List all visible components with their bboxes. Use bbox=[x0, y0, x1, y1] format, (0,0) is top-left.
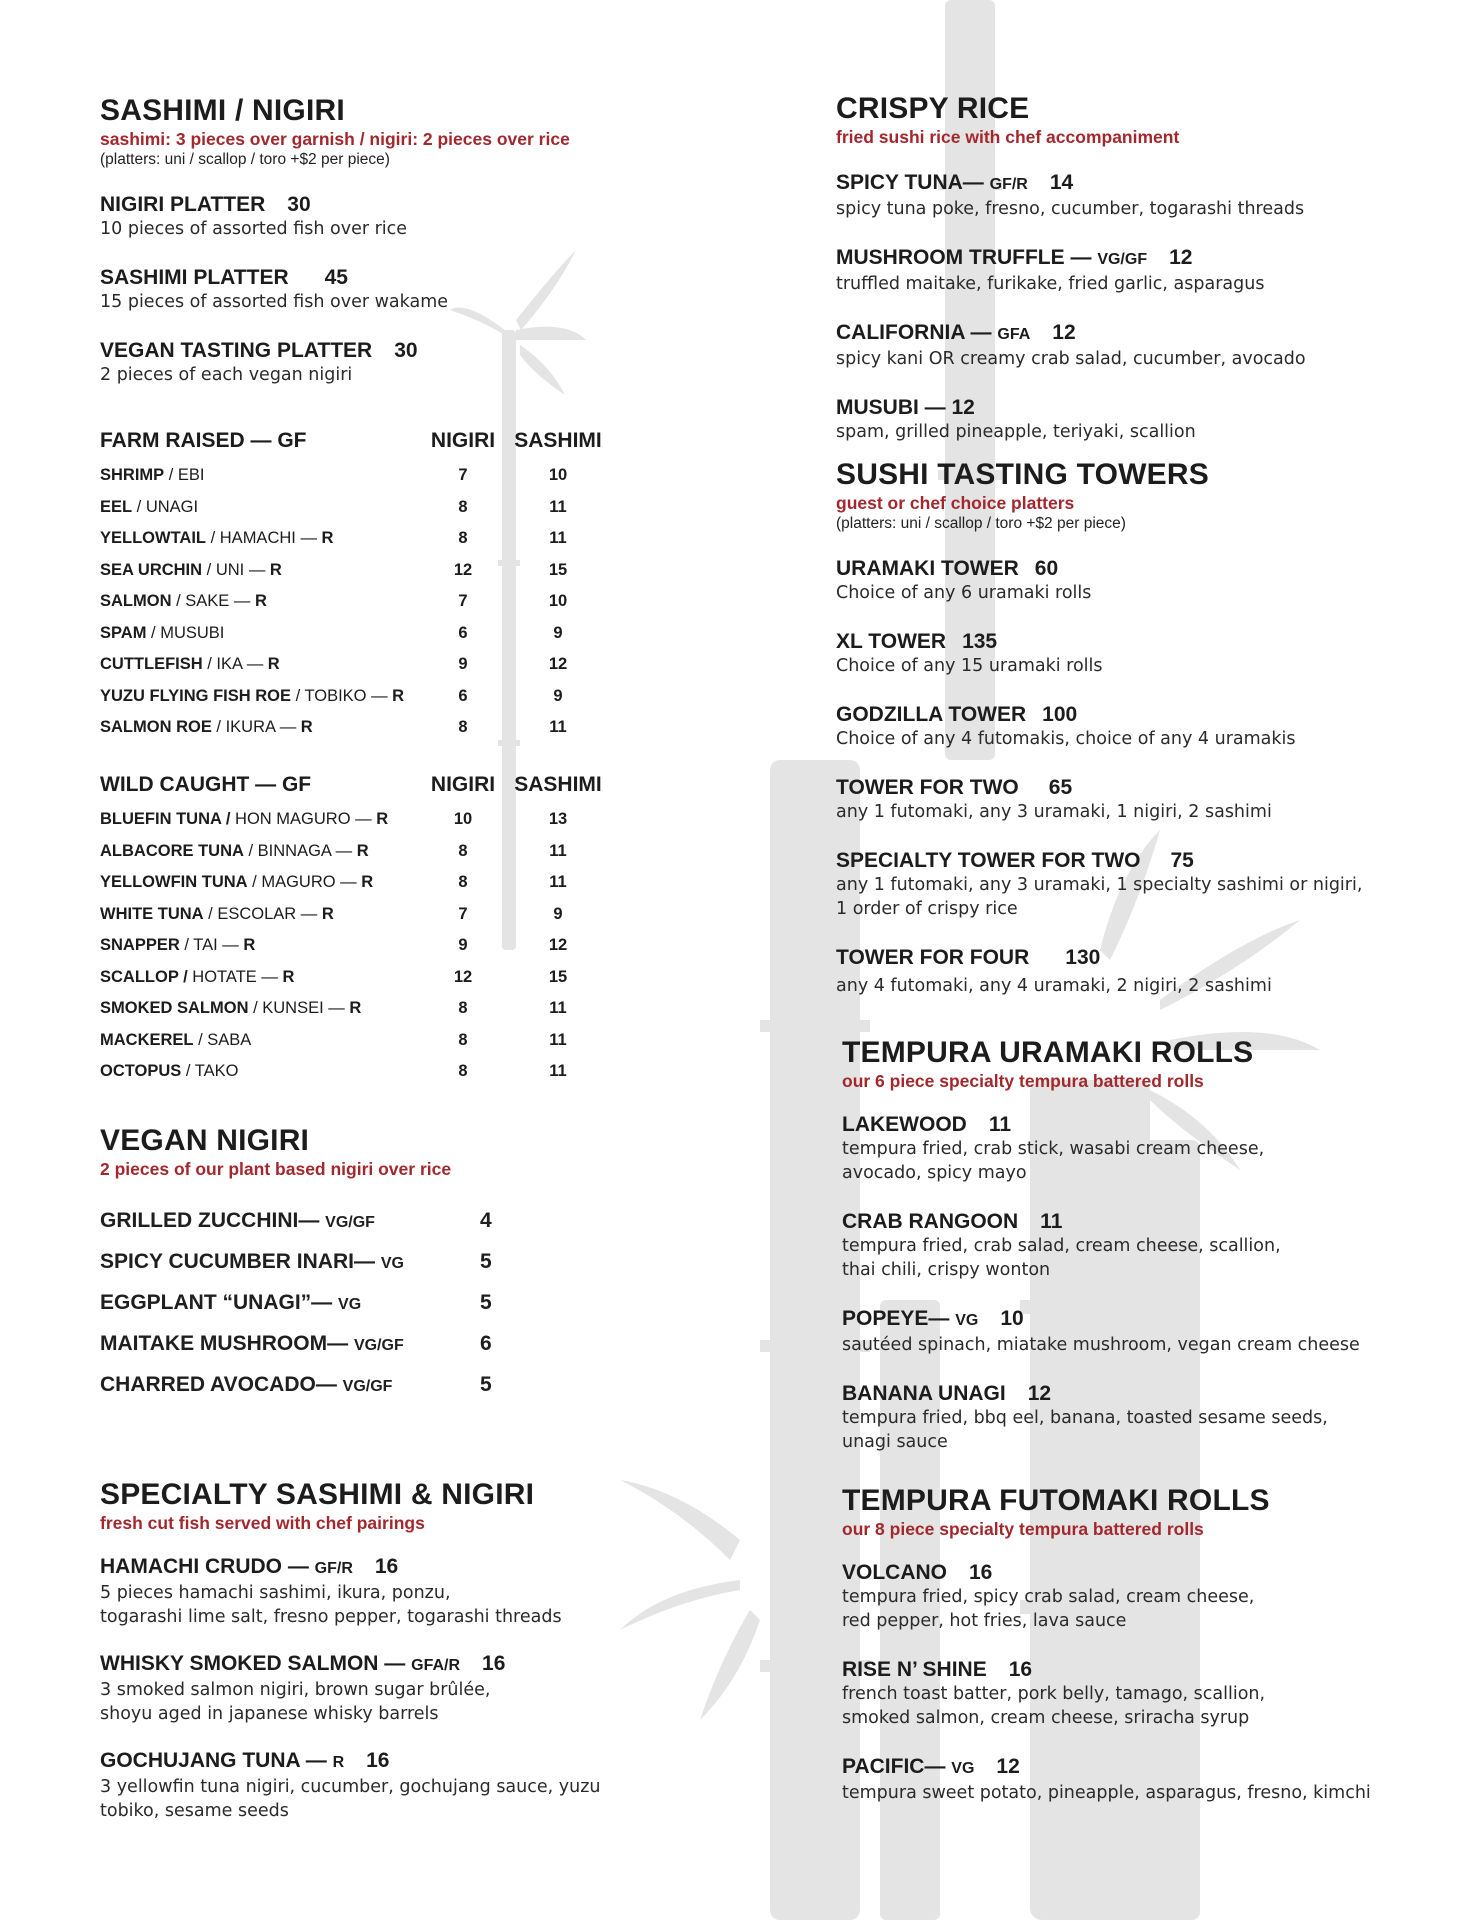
table-row bbox=[100, 930, 608, 962]
dietary-tag: VG bbox=[955, 1312, 979, 1329]
japanese-name: HON MAGURO — bbox=[230, 810, 372, 829]
sashimi-price: 15 bbox=[548, 967, 568, 986]
item-price: 16 bbox=[482, 1652, 506, 1675]
item-price: 16 bbox=[1008, 1658, 1033, 1681]
menu-item bbox=[836, 848, 1436, 921]
item-price: 30 bbox=[394, 339, 418, 362]
column-header-nigiri: NIGIRI bbox=[430, 773, 496, 796]
sashimi-price: 15 bbox=[548, 560, 568, 579]
nigiri-price: 8 bbox=[458, 1062, 468, 1081]
farm-raised-table bbox=[100, 422, 608, 744]
raw-tag: R bbox=[356, 873, 374, 892]
table-row bbox=[100, 962, 608, 994]
section-crispy-rice bbox=[836, 92, 1436, 444]
item-price: 5 bbox=[480, 1249, 492, 1273]
item-description: red pepper, hot fries, lava sauce bbox=[842, 1611, 1127, 1631]
item-name: POPEYE— bbox=[842, 1307, 956, 1330]
item-description: 10 pieces of assorted fish over rice bbox=[100, 219, 408, 239]
table-title: WILD CAUGHT — GF bbox=[100, 773, 312, 796]
nigiri-price: 8 bbox=[458, 1030, 468, 1049]
nigiri-price: 10 bbox=[453, 810, 473, 829]
table-row bbox=[100, 460, 608, 492]
menu-item bbox=[842, 1381, 1442, 1454]
item-price: 12 bbox=[951, 396, 975, 419]
fish-name: YUZU FLYING FISH ROE bbox=[100, 686, 291, 705]
menu-item bbox=[100, 338, 660, 387]
section-towers bbox=[836, 458, 1436, 998]
item-description: tempura fried, crab salad, cream cheese, scallion, bbox=[842, 1236, 1281, 1256]
sashimi-price: 9 bbox=[553, 686, 563, 705]
section-subtitle: 2 pieces of our plant based nigiri over rice bbox=[100, 1159, 452, 1179]
table-row bbox=[100, 523, 608, 555]
japanese-name: / TAKO bbox=[181, 1062, 239, 1081]
menu-item bbox=[100, 1554, 660, 1629]
dietary-tag: VG bbox=[338, 1295, 362, 1313]
nigiri-price: 6 bbox=[458, 623, 468, 642]
table-row bbox=[100, 804, 608, 836]
menu-item bbox=[836, 170, 1436, 221]
wild-caught-table bbox=[100, 766, 608, 1088]
column-header-sashimi: SASHIMI bbox=[514, 429, 602, 452]
item-description: Choice of any 6 uramaki rolls bbox=[836, 583, 1092, 603]
item-name: CALIFORNIA — bbox=[836, 321, 998, 344]
section-title: TEMPURA URAMAKI ROLLS bbox=[842, 1036, 1254, 1069]
item-description: tempura fried, spicy crab salad, cream cheese, bbox=[842, 1587, 1255, 1607]
item-description: any 1 futomaki, any 3 uramaki, 1 specialty sashimi or nigiri, bbox=[836, 875, 1363, 895]
raw-tag: R bbox=[238, 936, 256, 955]
japanese-name: / EBI bbox=[164, 466, 205, 485]
table-row bbox=[100, 899, 608, 931]
section-note: (platters: uni / scallop / toro +$2 per piece) bbox=[836, 515, 1126, 532]
sashimi-price: 11 bbox=[549, 1030, 567, 1049]
section-subtitle: our 8 piece specialty tempura battered rolls bbox=[842, 1519, 1204, 1539]
vegan-item bbox=[100, 1323, 660, 1364]
item-price: 16 bbox=[374, 1555, 399, 1578]
section-title: CRISPY RICE bbox=[836, 92, 1030, 125]
item-description: any 4 futomaki, any 4 uramaki, 2 nigiri, 2 sashimi bbox=[836, 976, 1272, 996]
dietary-tag: GF/R bbox=[989, 176, 1028, 193]
raw-tag: R bbox=[263, 655, 280, 674]
subtitle-text-nigiri: 2 pieces over rice bbox=[418, 129, 570, 149]
dietary-tag: VG/GF bbox=[325, 1213, 375, 1231]
sashimi-price: 11 bbox=[549, 873, 567, 892]
section-note: (platters: uni / scallop / toro +$2 per piece) bbox=[100, 151, 390, 168]
item-name: RISE N’ SHINE bbox=[842, 1658, 987, 1681]
column-header-sashimi: SASHIMI bbox=[514, 773, 602, 796]
menu-item bbox=[100, 1651, 660, 1726]
dietary-tag: VG/GF bbox=[1097, 251, 1148, 268]
item-name: CHARRED AVOCADO— bbox=[100, 1372, 343, 1396]
raw-tag: R bbox=[371, 810, 389, 829]
menu-item bbox=[842, 1560, 1442, 1633]
menu-item bbox=[842, 1657, 1442, 1730]
raw-tag: R bbox=[317, 904, 334, 923]
nigiri-price: 8 bbox=[458, 718, 468, 737]
section-title: SASHIMI / NIGIRI bbox=[100, 94, 345, 127]
menu-item bbox=[842, 1209, 1442, 1282]
vegan-item bbox=[100, 1241, 660, 1282]
item-description: spicy tuna poke, fresno, cucumber, togarashi threads bbox=[836, 199, 1305, 219]
fish-name: SPAM bbox=[100, 623, 147, 642]
fish-name: SALMON ROE bbox=[100, 718, 212, 737]
item-price: 11 bbox=[1040, 1210, 1063, 1233]
fish-name: YELLOWTAIL bbox=[100, 529, 207, 548]
section-subtitle: fresh cut fish served with chef pairings bbox=[100, 1513, 425, 1533]
item-description: 1 order of crispy rice bbox=[836, 899, 1018, 919]
item-name: GRILLED ZUCCHINI— bbox=[100, 1208, 326, 1232]
item-price: 5 bbox=[480, 1372, 492, 1396]
item-description: any 1 futomaki, any 3 uramaki, 1 nigiri, 2 sashimi bbox=[836, 802, 1272, 822]
nigiri-price: 9 bbox=[458, 936, 468, 955]
section-title: SUSHI TASTING TOWERS bbox=[836, 458, 1209, 491]
japanese-name: / UNI — bbox=[202, 560, 266, 579]
japanese-name: / SAKE — bbox=[171, 592, 251, 611]
item-name: LAKEWOOD bbox=[842, 1113, 967, 1136]
raw-tag: R bbox=[265, 560, 282, 579]
table-row bbox=[100, 867, 608, 899]
nigiri-price: 8 bbox=[458, 873, 468, 892]
sashimi-price: 10 bbox=[548, 466, 568, 485]
nigiri-price: 12 bbox=[453, 967, 473, 986]
item-price: 5 bbox=[480, 1290, 492, 1314]
raw-tag: R bbox=[250, 592, 267, 611]
table-title: FARM RAISED — GF bbox=[100, 429, 307, 452]
item-description: avocado, spicy mayo bbox=[842, 1163, 1027, 1183]
sashimi-price: 11 bbox=[549, 497, 567, 516]
item-price: 135 bbox=[962, 630, 998, 653]
fish-name: OCTOPUS bbox=[100, 1062, 182, 1081]
item-price: 4 bbox=[480, 1208, 492, 1232]
item-name: TOWER FOR TWO bbox=[836, 776, 1019, 799]
menu-item bbox=[836, 395, 1436, 444]
raw-tag: R bbox=[344, 999, 362, 1018]
menu-item bbox=[836, 775, 1436, 824]
item-description: spicy kani OR creamy crab salad, cucumber, avocado bbox=[836, 349, 1306, 369]
item-name: MUSUBI — bbox=[836, 396, 952, 419]
fish-name: WHITE TUNA bbox=[100, 904, 204, 923]
item-description: 3 yellowfin tuna nigiri, cucumber, gochujang sauce, yuzu bbox=[100, 1777, 601, 1797]
sashimi-price: 11 bbox=[549, 999, 567, 1018]
fish-name: SEA URCHIN bbox=[100, 560, 203, 579]
japanese-name: / TOBIKO — bbox=[291, 686, 388, 705]
item-price: 10 bbox=[1000, 1307, 1024, 1330]
fish-name: BLUEFIN TUNA / bbox=[100, 810, 231, 829]
item-description: togarashi lime salt, fresno pepper, togarashi threads bbox=[100, 1607, 562, 1627]
raw-tag: R bbox=[296, 718, 313, 737]
menu-item bbox=[836, 702, 1436, 751]
column-header-nigiri: NIGIRI bbox=[430, 429, 496, 452]
nigiri-price: 8 bbox=[458, 497, 468, 516]
menu-item bbox=[100, 192, 660, 241]
japanese-name: / ESCOLAR — bbox=[203, 904, 318, 923]
item-name: HAMACHI CRUDO — bbox=[100, 1555, 315, 1578]
item-name: SPICY TUNA— bbox=[836, 171, 990, 194]
section-subtitle: guest or chef choice platters bbox=[836, 493, 1075, 513]
fish-name: SCALLOP / bbox=[100, 967, 188, 986]
item-description: thai chili, crispy wonton bbox=[842, 1260, 1051, 1280]
section-tempura-futomaki bbox=[842, 1484, 1442, 1805]
item-name: XL TOWER bbox=[836, 630, 947, 653]
item-name: WHISKY SMOKED SALMON — bbox=[100, 1652, 412, 1675]
item-price: 130 bbox=[1065, 946, 1101, 969]
section-specialty bbox=[100, 1478, 660, 1823]
raw-tag: R bbox=[352, 841, 369, 860]
menu-item bbox=[836, 945, 1436, 998]
dietary-tag: VG/GF bbox=[342, 1377, 393, 1395]
subtitle-label-nigiri: nigiri: bbox=[369, 129, 419, 149]
menu-item bbox=[836, 556, 1436, 605]
item-name: URAMAKI TOWER bbox=[836, 557, 1019, 580]
item-description: tobiko, sesame seeds bbox=[100, 1801, 289, 1821]
fish-name: SALMON bbox=[100, 592, 172, 611]
dietary-tag: VG bbox=[951, 1760, 975, 1777]
item-price: 14 bbox=[1049, 171, 1074, 194]
dietary-tag: VG/GF bbox=[353, 1336, 404, 1354]
item-price: 12 bbox=[1169, 246, 1193, 269]
item-name: SPECIALTY TOWER FOR TWO bbox=[836, 849, 1141, 872]
nigiri-price: 8 bbox=[458, 841, 468, 860]
menu-item bbox=[836, 320, 1436, 371]
table-row bbox=[100, 649, 608, 681]
item-price: 6 bbox=[480, 1331, 492, 1355]
section-title: TEMPURA FUTOMAKI ROLLS bbox=[842, 1484, 1270, 1517]
sashimi-price: 9 bbox=[553, 904, 563, 923]
section-subtitle: our 6 piece specialty tempura battered rolls bbox=[842, 1071, 1204, 1091]
table-header bbox=[100, 422, 608, 460]
fish-name: YELLOWFIN TUNA bbox=[100, 873, 248, 892]
item-name: GODZILLA TOWER bbox=[836, 703, 1027, 726]
item-description: smoked salmon, cream cheese, sriracha syrup bbox=[842, 1708, 1250, 1728]
item-name: MAITAKE MUSHROOM— bbox=[100, 1331, 354, 1355]
item-description: 2 pieces of each vegan nigiri bbox=[100, 365, 353, 385]
raw-tag: R bbox=[277, 967, 295, 986]
menu-item bbox=[842, 1306, 1442, 1357]
fish-name: SMOKED SALMON bbox=[100, 999, 249, 1018]
menu-item bbox=[100, 265, 660, 314]
item-price: 60 bbox=[1034, 557, 1059, 580]
item-description: 3 smoked salmon nigiri, brown sugar brûlée, bbox=[100, 1680, 491, 1700]
nigiri-price: 12 bbox=[453, 560, 473, 579]
sashimi-price: 12 bbox=[548, 936, 568, 955]
menu-item bbox=[836, 245, 1436, 296]
table-row bbox=[100, 681, 608, 713]
sashimi-price: 11 bbox=[549, 529, 567, 548]
item-price: 65 bbox=[1048, 776, 1073, 799]
nigiri-price: 7 bbox=[458, 592, 468, 611]
table-row bbox=[100, 618, 608, 650]
fish-name: ALBACORE TUNA bbox=[100, 841, 244, 860]
item-price: 16 bbox=[969, 1561, 993, 1584]
nigiri-price: 7 bbox=[458, 904, 468, 923]
item-name: TOWER FOR FOUR bbox=[836, 946, 1030, 969]
item-description: truffled maitake, furikake, fried garlic, asparagus bbox=[836, 274, 1265, 294]
item-name: NIGIRI PLATTER bbox=[100, 193, 266, 216]
table-row bbox=[100, 586, 608, 618]
item-name: BANANA UNAGI bbox=[842, 1382, 1006, 1405]
nigiri-price: 8 bbox=[458, 999, 468, 1018]
item-name: EGGPLANT “UNAGI”— bbox=[100, 1290, 339, 1314]
item-name: VOLCANO bbox=[842, 1561, 947, 1584]
japanese-name: HOTATE — bbox=[187, 967, 278, 986]
item-price: 75 bbox=[1170, 849, 1194, 872]
item-name: CRAB RANGOON bbox=[842, 1210, 1019, 1233]
nigiri-price: 8 bbox=[458, 529, 468, 548]
section-tempura-uramaki bbox=[842, 1036, 1442, 1454]
japanese-name: / SABA bbox=[193, 1030, 252, 1049]
subtitle-label-sashimi: sashimi: bbox=[100, 129, 171, 149]
fish-name: SHRIMP bbox=[100, 466, 165, 485]
sashimi-price: 10 bbox=[548, 592, 568, 611]
dietary-tag: GF/R bbox=[314, 1560, 353, 1577]
item-name: VEGAN TASTING PLATTER bbox=[100, 339, 373, 362]
item-description: unagi sauce bbox=[842, 1432, 948, 1452]
item-price: 12 bbox=[1052, 321, 1076, 344]
menu-item bbox=[842, 1754, 1442, 1805]
table-row bbox=[100, 993, 608, 1025]
item-description: shoyu aged in japanese whisky barrels bbox=[100, 1704, 439, 1724]
table-row bbox=[100, 1025, 608, 1057]
item-name: MUSHROOM TRUFFLE — bbox=[836, 246, 1098, 269]
dietary-tag: GFA/R bbox=[411, 1657, 461, 1674]
vegan-item bbox=[100, 1200, 660, 1241]
japanese-name: / HAMACHI — bbox=[206, 529, 317, 548]
raw-tag: R bbox=[387, 686, 405, 705]
sashimi-price: 13 bbox=[548, 810, 568, 829]
sashimi-price: 12 bbox=[548, 655, 568, 674]
section-sashimi-nigiri bbox=[100, 94, 660, 387]
item-name: PACIFIC— bbox=[842, 1755, 952, 1778]
japanese-name: / IKA — bbox=[202, 655, 264, 674]
section-subtitle bbox=[100, 128, 660, 150]
item-description: 5 pieces hamachi sashimi, ikura, ponzu, bbox=[100, 1583, 451, 1603]
japanese-name: / KUNSEI — bbox=[248, 999, 345, 1018]
dietary-tag: GFA bbox=[997, 326, 1031, 343]
nigiri-price: 7 bbox=[458, 466, 468, 485]
menu-item bbox=[842, 1112, 1442, 1185]
menu-item bbox=[100, 1748, 660, 1823]
item-description: tempura fried, crab stick, wasabi cream cheese, bbox=[842, 1139, 1265, 1159]
japanese-name: / MUSUBI bbox=[146, 623, 225, 642]
japanese-name: / MAGURO — bbox=[247, 873, 357, 892]
item-name: SPICY CUCUMBER INARI— bbox=[100, 1249, 381, 1273]
nigiri-price: 9 bbox=[458, 655, 468, 674]
raw-tag: R bbox=[316, 529, 334, 548]
section-title: VEGAN NIGIRI bbox=[100, 1124, 310, 1157]
sashimi-price: 9 bbox=[553, 623, 563, 642]
section-subtitle: fried sushi rice with chef accompaniment bbox=[836, 127, 1180, 147]
item-description: Choice of any 4 futomakis, choice of any 4 uramakis bbox=[836, 729, 1296, 749]
nigiri-price: 6 bbox=[458, 686, 468, 705]
item-description: Choice of any 15 uramaki rolls bbox=[836, 656, 1103, 676]
item-price: 12 bbox=[996, 1755, 1020, 1778]
fish-name: EEL bbox=[100, 497, 133, 516]
item-price: 45 bbox=[324, 266, 348, 289]
item-name: SASHIMI PLATTER bbox=[100, 266, 289, 289]
item-description: sautéed spinach, miatake mushroom, vegan cream cheese bbox=[842, 1335, 1360, 1355]
section-vegan-nigiri bbox=[100, 1124, 660, 1405]
menu-item bbox=[836, 629, 1436, 678]
dietary-tag: R bbox=[332, 1754, 345, 1771]
fish-name: SNAPPER bbox=[100, 936, 180, 955]
item-description: spam, grilled pineapple, teriyaki, scallion bbox=[836, 422, 1196, 442]
section-title: SPECIALTY SASHIMI & NIGIRI bbox=[100, 1478, 535, 1511]
item-description: 15 pieces of assorted fish over wakame bbox=[100, 292, 449, 312]
item-description: french toast batter, pork belly, tamago, scallion, bbox=[842, 1684, 1266, 1704]
item-price: 16 bbox=[366, 1749, 390, 1772]
dietary-tag: VG bbox=[380, 1254, 404, 1272]
table-header bbox=[100, 766, 608, 804]
item-price: 11 bbox=[988, 1113, 1012, 1136]
item-price: 12 bbox=[1027, 1382, 1052, 1405]
japanese-name: / UNAGI bbox=[132, 497, 199, 516]
japanese-name: / IKURA — bbox=[211, 718, 297, 737]
item-price: 30 bbox=[287, 193, 311, 216]
table-row bbox=[100, 836, 608, 868]
vegan-item bbox=[100, 1282, 660, 1323]
item-description: tempura fried, bbq eel, banana, toasted sesame seeds, bbox=[842, 1408, 1328, 1428]
subtitle-text-sashimi: 3 pieces over garnish / bbox=[171, 129, 370, 149]
fish-name: CUTTLEFISH bbox=[100, 655, 203, 674]
item-description: tempura sweet potato, pineapple, asparagus, fresno, kimchi bbox=[842, 1783, 1371, 1803]
table-row bbox=[100, 492, 608, 524]
item-price: 100 bbox=[1042, 703, 1078, 726]
table-row bbox=[100, 712, 608, 744]
table-row bbox=[100, 555, 608, 587]
fish-name: MACKEREL bbox=[100, 1030, 194, 1049]
sashimi-price: 11 bbox=[549, 841, 567, 860]
vegan-item bbox=[100, 1364, 660, 1405]
table-row bbox=[100, 1056, 608, 1088]
japanese-name: / TAI — bbox=[179, 936, 239, 955]
item-name: GOCHUJANG TUNA — bbox=[100, 1749, 333, 1772]
sashimi-price: 11 bbox=[549, 718, 567, 737]
japanese-name: / BINNAGA — bbox=[243, 841, 353, 860]
sashimi-price: 11 bbox=[549, 1062, 567, 1081]
